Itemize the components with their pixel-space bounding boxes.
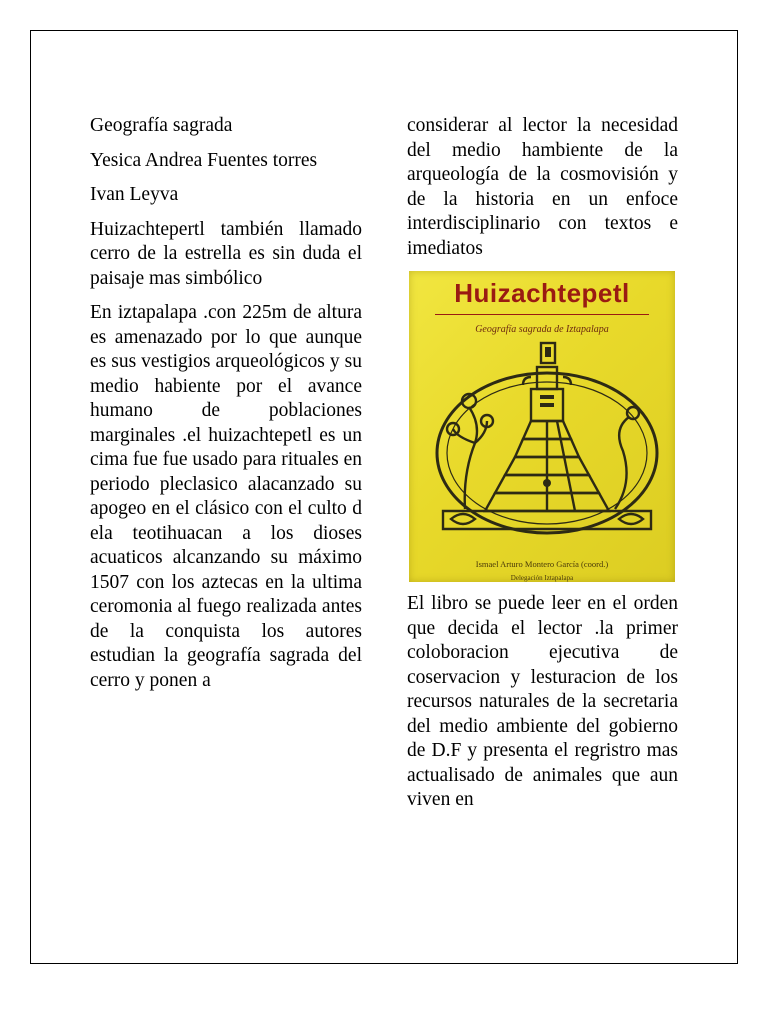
pyramid-glyph-illustration [423,333,663,545]
left-column [90,114,362,703]
right-column [407,114,678,823]
body-paragraph-3: El libro se puede leer en el orden que decida el lector .la primer coloboracion ejecutiva de coservacion y lesturacion de los recursos naturales de la secretaria del medio ambiente del gobierno de D.F y presenta el regristro mas actualisado de animales que aun viven en [407,593,678,810]
intro-paragraph: Huizachtepertl también llamado cerro de la estrella es sin duda el paisaje mas simbólico [90,218,362,289]
book-cover-subtitle: Geografía sagrada de Iztapalapa [475,324,609,335]
book-cover-publisher: Delegación Iztapalapa [510,574,574,582]
book-cover-author: Ismael Arturo Montero García (coord.) [475,559,609,569]
body-paragraph-1: En iztapalapa .con 225m de altura es amenazado por lo que aunque es sus vestigios arqueológicos y su medio habiente por el avance humano de poblaciones marginales .el huizachtepetl es un cima fue fue usado para rituales en periodo pleclasico alacanzado su apogeo en el clásico con el culto d ela teotihuacan a los dioses acuaticos alcanzando su máximo 1507 con los aztecas en la ultima ceromonia al fuego realizada antes de la conquista los autores estudian la geografía sagrada del cerro y ponen a [90,302,362,691]
book-cover-image [409,271,675,582]
book-cover-rule [435,314,649,315]
author-line-1: Yesica Andrea Fuentes torres [90,149,318,171]
body-paragraph-2: considerar al lector la necesidad del medio hambiente de la arqueología de la cosmovisión y de la historia en un enfoce interdisciplinario con textos e imediatos [407,115,678,259]
document-title: Geografía sagrada [90,115,233,136]
book-cover-title: Huizachtepetl [454,278,630,308]
author-line-2: Ivan Leyva [90,184,179,205]
